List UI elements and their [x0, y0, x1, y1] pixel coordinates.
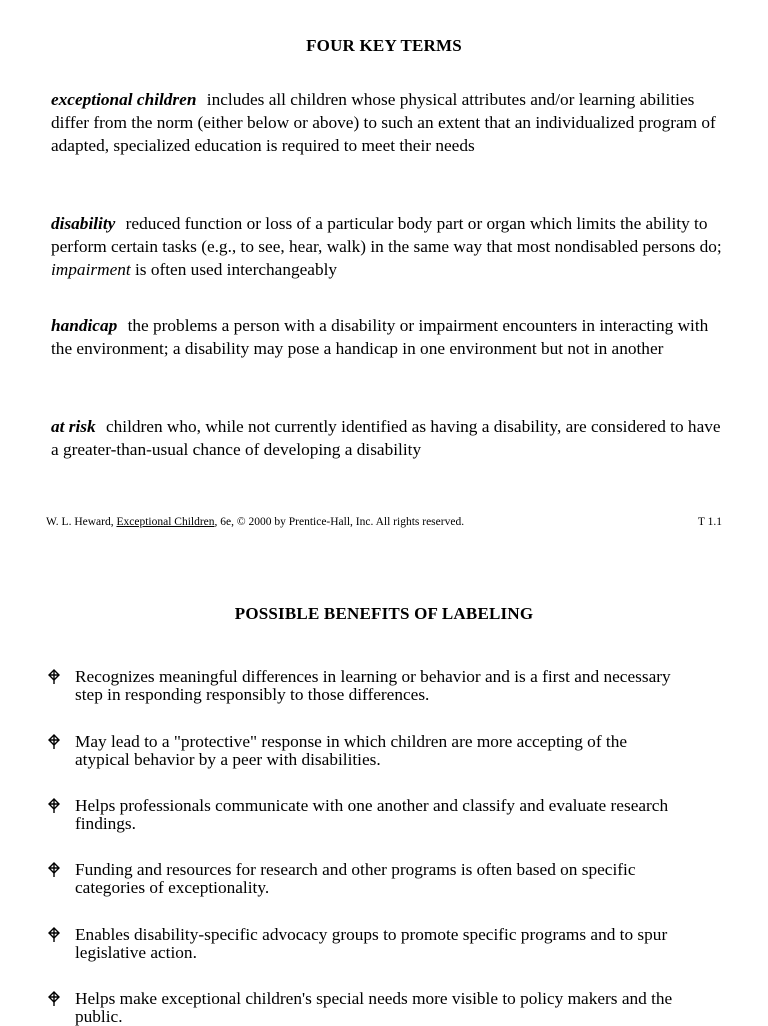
- copyright-text: [46, 516, 464, 528]
- benefit-text: May lead to a "protective" response in which children are more accepting of the atypical behavior by a peer with disabilities.: [75, 732, 628, 769]
- term-definition: children who, while not currently identified as having a disability, are considered to have a greater-than-usual chance of developing a disability: [51, 417, 721, 460]
- term-entry-disability: [51, 212, 731, 282]
- benefit-list-item: [46, 990, 686, 1026]
- benefit-text: Helps professionals communicate with one another and classify and evaluate research findings.: [75, 796, 669, 833]
- term-definition-italic: impairment: [51, 260, 131, 280]
- term-word: exceptional children: [51, 90, 197, 109]
- term-entry-handicap: [51, 314, 731, 360]
- diamond-cross-bullet-icon: [46, 862, 62, 878]
- benefit-list-item: [46, 797, 686, 833]
- footer-book-title: Exceptional Children: [116, 516, 215, 528]
- benefit-list-item: [46, 926, 686, 962]
- term-entry-at-risk: [51, 415, 731, 461]
- term-word: disability: [51, 214, 116, 233]
- benefit-list-item: [46, 733, 686, 769]
- benefit-text: Enables disability-specific advocacy groups to promote specific programs and to spur legislative action.: [75, 925, 668, 962]
- section-title-key-terms: FOUR KEY TERMS: [306, 36, 462, 55]
- diamond-cross-bullet-icon: [46, 669, 62, 685]
- diamond-cross-bullet-icon: [46, 927, 62, 943]
- benefit-list-item: [46, 668, 686, 704]
- term-definition: includes all children whose physical attributes and/or learning abilities differ from the norm (either below or above) to such an extent that an individualized program of adapted, specialized education is required to meet their needs: [51, 90, 716, 156]
- benefit-text: Funding and resources for research and other programs is often based on specific categories of exceptionality.: [75, 860, 636, 897]
- diamond-cross-bullet-icon: [46, 734, 62, 750]
- term-word: handicap: [51, 316, 118, 335]
- term-definition: reduced function or loss of a particular body part or organ which limits the ability to perform certain tasks (e.g., to see, hear, walk) in the same way that most nondisabled persons do;: [51, 214, 722, 257]
- benefit-text: Recognizes meaningful differences in learning or behavior and is a first and necessary step in responding responsibly to those differences.: [75, 667, 671, 704]
- footer-author: W. L. Heward,: [46, 516, 117, 528]
- term-definition-tail: is often used interchangeably: [130, 260, 338, 280]
- benefit-list-item: [46, 861, 686, 897]
- term-entry-exceptional-children: [51, 88, 731, 158]
- transparency-code: T 1.1: [697, 516, 722, 528]
- diamond-cross-bullet-icon: [46, 798, 62, 814]
- benefit-text: Helps make exceptional children's special needs more visible to policy makers and the public.: [75, 989, 673, 1026]
- diamond-cross-bullet-icon: [46, 991, 62, 1007]
- term-definition: the problems a person with a disability or impairment encounters in interacting with the environment; a disability may pose a handicap in one environment but not in another: [51, 316, 709, 359]
- section-title-benefits: POSSIBLE BENEFITS OF LABELING: [234, 604, 534, 623]
- term-word: at risk: [51, 417, 96, 436]
- footer-rest: , 6e, © 2000 by Prentice-Hall, Inc. All rights reserved.: [214, 516, 465, 528]
